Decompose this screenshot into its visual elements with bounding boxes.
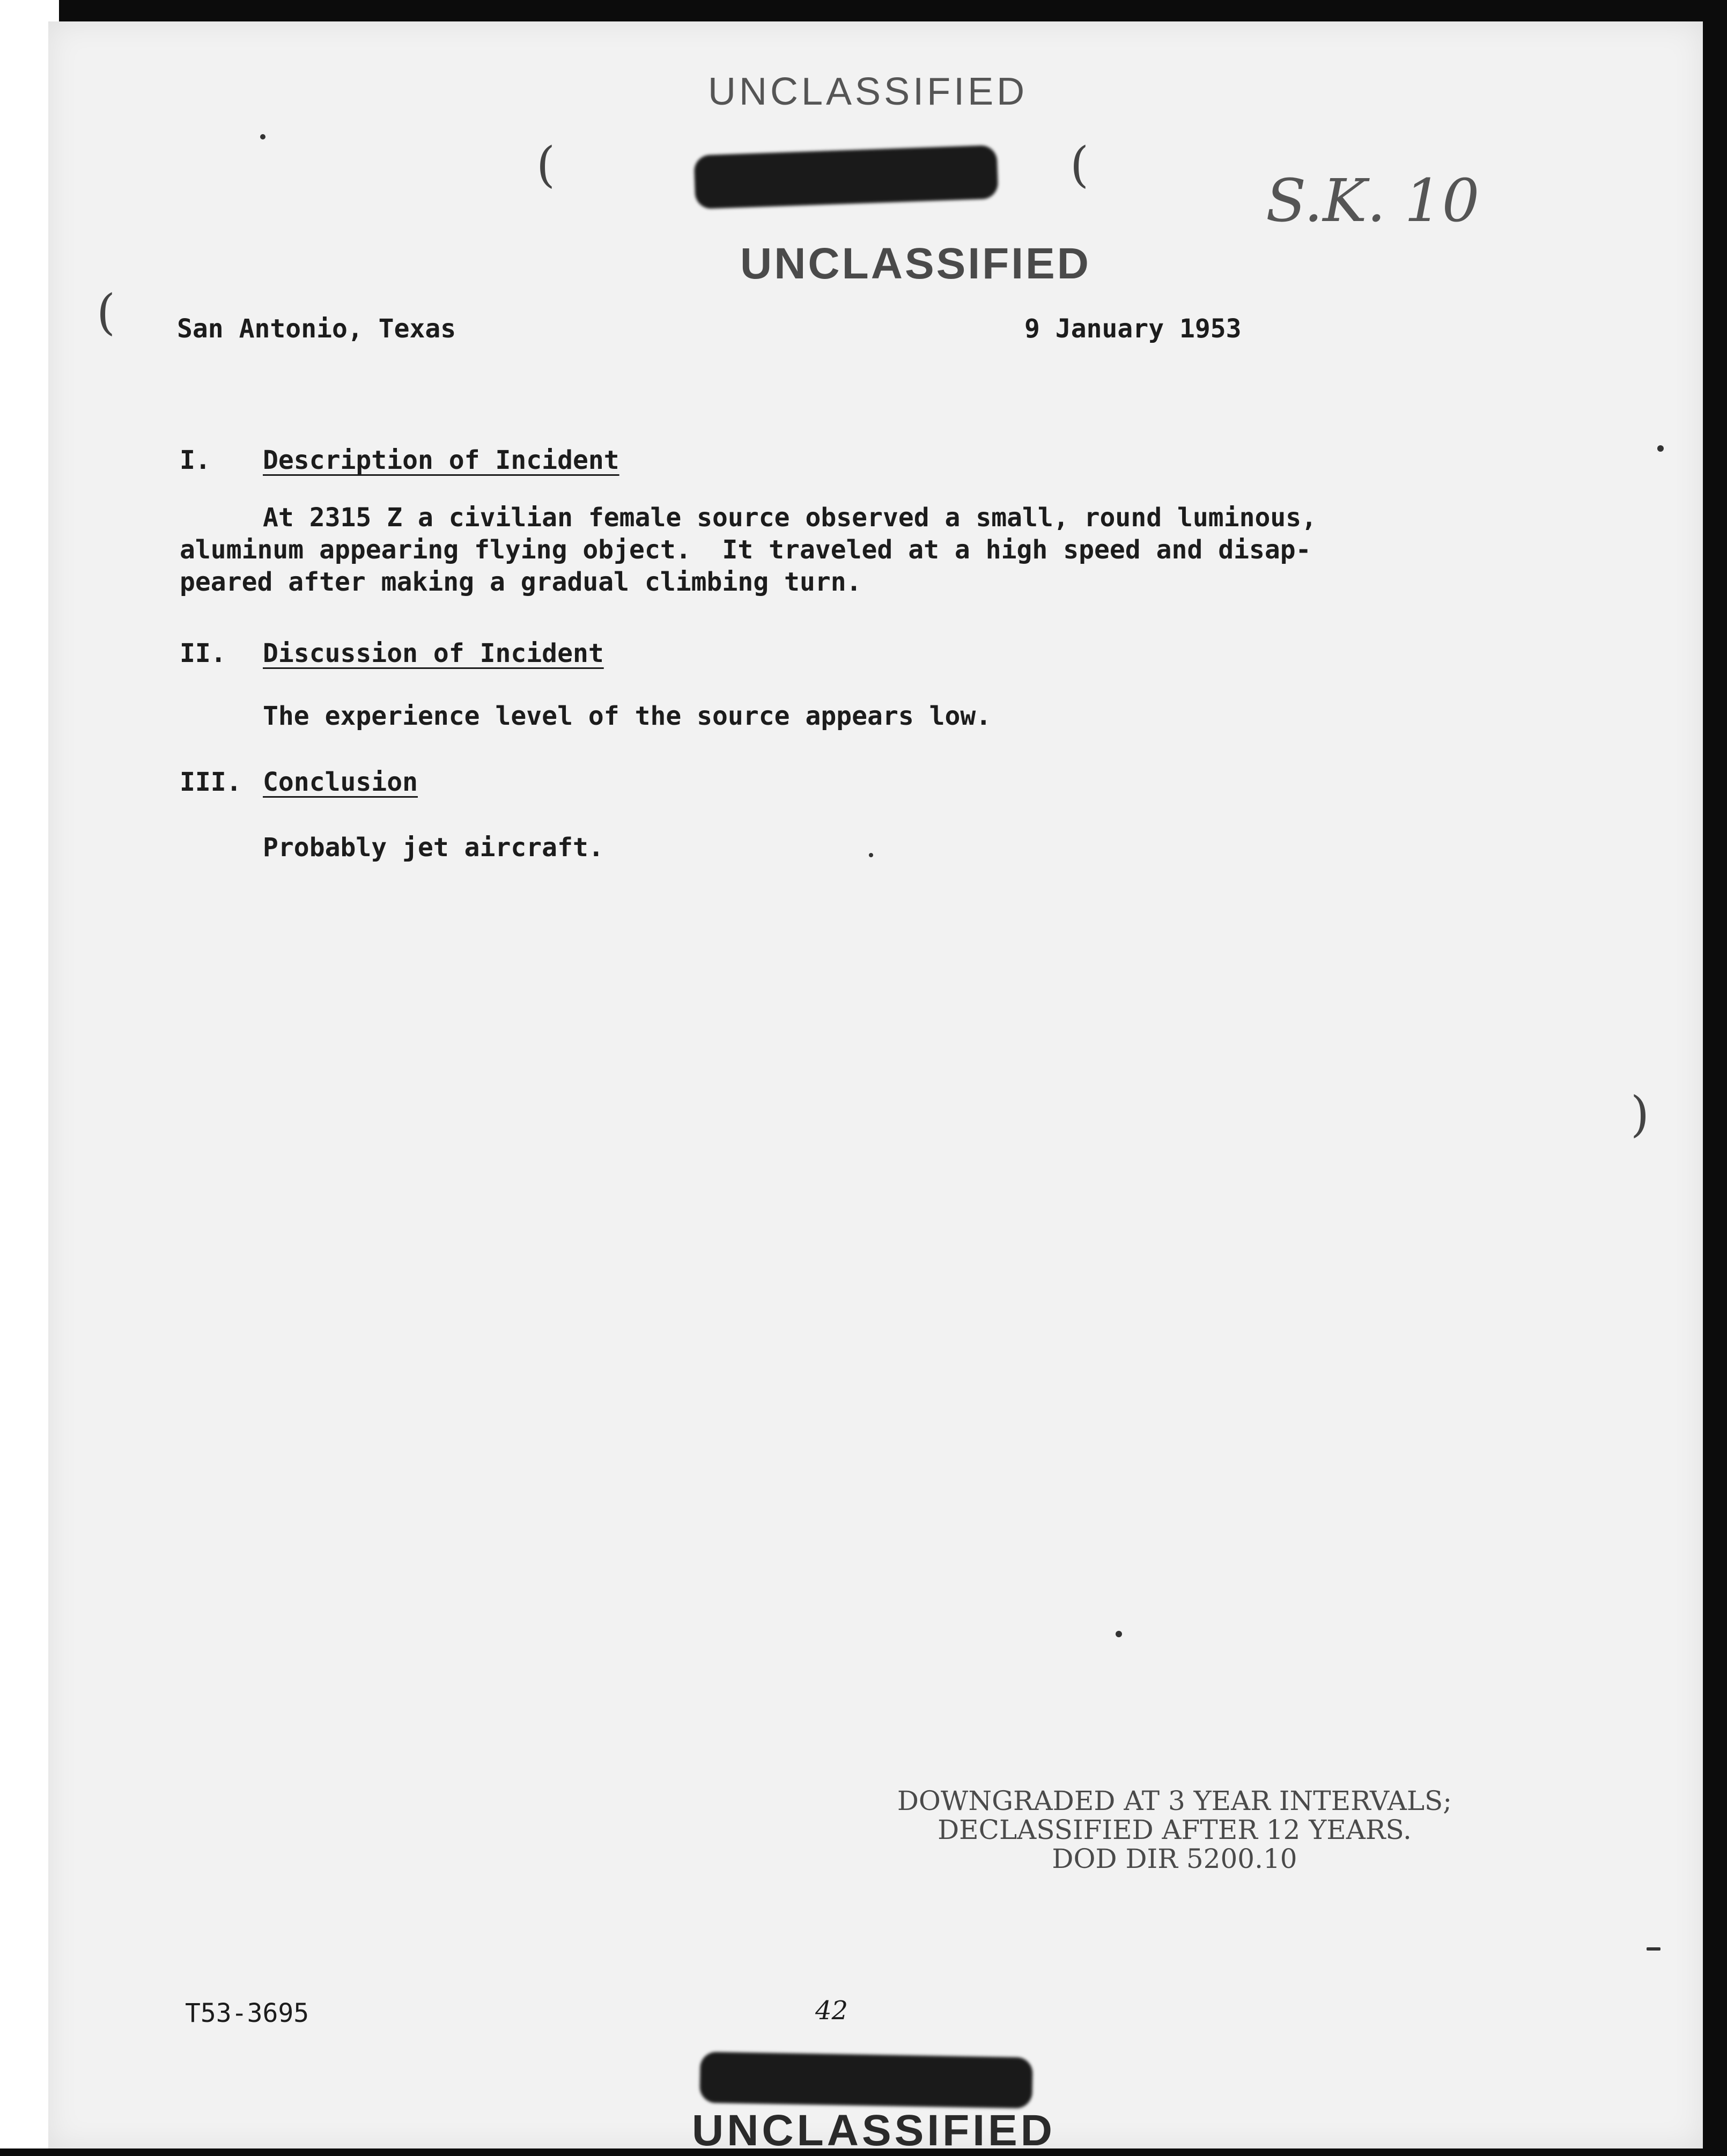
handwritten-note: S.K. 10 [1266, 166, 1480, 235]
downgrade-line: DOWNGRADED AT 3 YEAR INTERVALS; [897, 1785, 1452, 1816]
downgrade-notice [826, 1786, 1523, 1873]
scan-speck [260, 134, 265, 139]
section-numeral: II. [180, 638, 226, 668]
punch-mark: ( [536, 137, 556, 193]
section-title: Conclusion [263, 767, 418, 797]
classification-stamp-top: UNCLASSIFIED [708, 70, 1028, 113]
section-title: Description of Incident [263, 445, 619, 475]
document-date: 9 January 1953 [1024, 314, 1242, 344]
file-number: T53-3695 [185, 1998, 309, 2028]
downgrade-line: DECLASSIFIED AFTER 12 YEARS. [938, 1814, 1412, 1845]
redaction-mark-bottom [699, 2052, 1033, 2109]
section-body-line: peared after making a gradual climbing turn. [180, 567, 862, 597]
document-page [48, 21, 1703, 2155]
page-number: 42 [815, 1996, 848, 2026]
scan-speck [1116, 1631, 1122, 1637]
classification-stamp-middle: UNCLASSIFIED [740, 239, 1091, 288]
scan-speck [869, 853, 873, 857]
punch-mark: ( [97, 284, 116, 341]
section-body-line: Probably jet aircraft. [263, 833, 604, 863]
section-body-line: aluminum appearing flying object. It traveled at a high speed and disap- [180, 535, 1311, 565]
classification-stamp-bottom: UNCLASSIFIED [692, 2106, 1056, 2155]
section-body-line: The experience level of the source appears low. [263, 701, 992, 731]
section-title: Discussion of Incident [263, 638, 604, 668]
punch-mark: ) [1630, 1086, 1650, 1143]
section-numeral: I. [180, 445, 211, 475]
scan-speck [1657, 445, 1664, 452]
redaction-mark-top [693, 145, 998, 209]
downgrade-line: DOD DIR 5200.10 [1052, 1843, 1297, 1874]
section-numeral: III. [180, 767, 242, 797]
punch-mark: ( [1070, 137, 1089, 193]
location: San Antonio, Texas [177, 314, 456, 344]
scan-speck [1647, 1947, 1660, 1951]
section-body-line: At 2315 Z a civilian female source observed a small, round luminous, [263, 503, 1317, 533]
